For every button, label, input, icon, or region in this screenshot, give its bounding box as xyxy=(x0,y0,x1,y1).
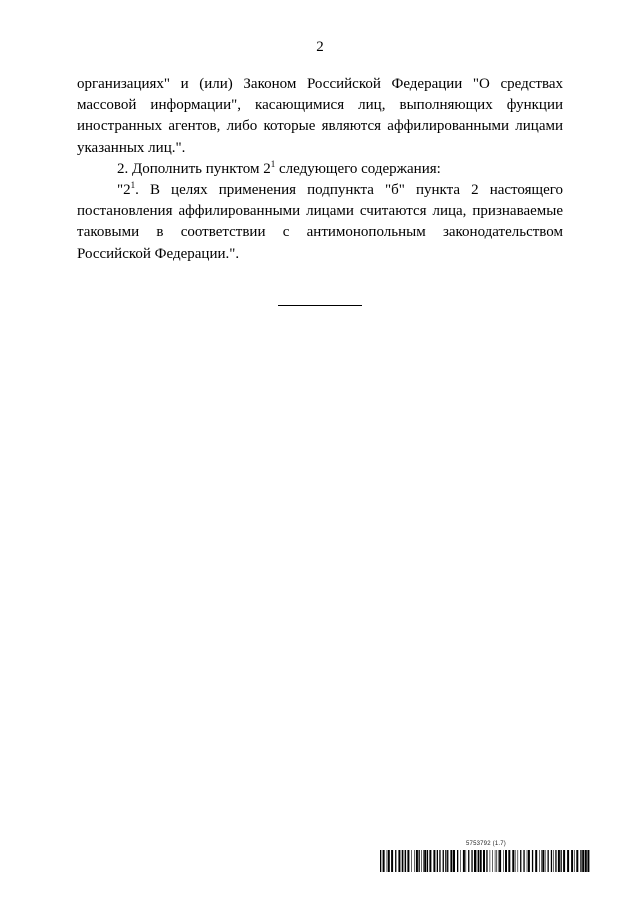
paragraph-item-2-1-text: . В целях применения подпункта "б" пункта 2 настоящего постановления аффилированными лицами считаются лица, признаваемые таковыми в соответствии с антимонопольным законодательством Российской Федерации.". xyxy=(77,182,563,262)
barcode-bar xyxy=(433,850,435,872)
barcode-bar xyxy=(480,850,482,872)
barcode-bar xyxy=(450,850,452,872)
barcode-bar xyxy=(445,850,446,872)
barcode-bar xyxy=(421,850,422,872)
barcode-bar xyxy=(414,850,415,872)
barcode-bar xyxy=(539,850,540,872)
barcode-image xyxy=(380,850,590,872)
barcode-bar xyxy=(419,850,420,872)
barcode-bar xyxy=(545,850,546,872)
barcode-bar xyxy=(555,850,556,872)
barcode-bar xyxy=(437,850,438,872)
page-number: 2 xyxy=(316,39,324,55)
barcode-bar xyxy=(380,850,381,872)
barcode-bar xyxy=(443,850,444,872)
barcode-bar xyxy=(503,850,504,872)
barcode-bar xyxy=(505,850,507,872)
barcode-bar xyxy=(395,850,396,872)
barcode-bar xyxy=(447,850,448,872)
barcode-bar xyxy=(427,850,428,872)
barcode-bar xyxy=(495,850,496,872)
barcode-bar xyxy=(478,850,479,872)
barcode-bar xyxy=(587,850,589,872)
barcode-bar xyxy=(474,850,476,872)
barcode-label: 5753792 (1.7) xyxy=(466,841,506,847)
barcode-bar xyxy=(508,850,510,872)
barcode-bar xyxy=(553,850,554,872)
barcode-bar xyxy=(499,850,501,872)
barcode-bar xyxy=(404,850,405,872)
barcode-bar xyxy=(463,850,465,872)
end-of-text-rule xyxy=(278,305,362,306)
barcode-bar xyxy=(492,850,493,872)
barcode-bar xyxy=(466,850,467,872)
barcode-bar xyxy=(520,850,521,872)
barcode-bar xyxy=(486,850,487,872)
paragraph-continuation: организациях" и (или) Законом Российской Федерации "О средствах массовой информации", касающимися лиц, выполняющих функции иностранных агентов, либо которые являются аффилированными лицами указанных лиц.". xyxy=(77,76,563,156)
barcode-bar xyxy=(483,850,485,872)
barcode-bar xyxy=(567,850,569,872)
barcode-bar xyxy=(576,850,578,872)
barcode-bar xyxy=(457,850,458,872)
barcode-bar xyxy=(582,850,584,872)
barcode-bar xyxy=(387,850,388,872)
barcode-bar xyxy=(424,850,426,872)
barcode-bar xyxy=(563,850,565,872)
paragraph-item-2 xyxy=(77,159,563,180)
paragraph-item-2-tail: следующего содержания: xyxy=(275,160,441,177)
barcode-bar xyxy=(388,850,390,872)
barcode-bar xyxy=(402,850,403,872)
barcode-bar xyxy=(574,850,575,872)
barcode-bar xyxy=(548,850,549,872)
barcode-bar xyxy=(407,850,409,872)
barcode-bar xyxy=(460,850,461,872)
barcode-bar xyxy=(423,850,424,872)
barcode-bar xyxy=(542,850,544,872)
barcode-bar xyxy=(471,850,472,872)
paragraph-item-2-1 xyxy=(77,180,563,265)
barcode-bar xyxy=(453,850,455,872)
barcode-bar xyxy=(496,850,497,872)
superscript: 1 xyxy=(130,180,136,191)
barcode-bar xyxy=(391,850,393,872)
barcode-bar xyxy=(498,850,499,872)
barcode-bar xyxy=(527,850,528,872)
barcode-bar xyxy=(490,850,491,872)
barcode-bar xyxy=(512,850,514,872)
paragraph-item-2-text: 2. Дополнить пунктом 2 xyxy=(117,160,271,177)
superscript: 1 xyxy=(270,158,276,169)
barcode-bar xyxy=(398,850,400,872)
barcode-bar xyxy=(416,850,418,872)
barcode-bar xyxy=(477,850,478,872)
barcode-bar xyxy=(532,850,533,872)
barcode-bar xyxy=(535,850,537,872)
barcode-bar xyxy=(561,850,562,872)
barcode-bar xyxy=(405,850,406,872)
barcode-bar xyxy=(429,850,431,872)
barcode-bar xyxy=(518,850,519,872)
barcode-bar xyxy=(571,850,573,872)
barcode-bar xyxy=(541,850,542,872)
barcode-bar xyxy=(439,850,440,872)
barcode-bar xyxy=(383,850,385,872)
barcode-bar xyxy=(551,850,552,872)
barcode-bar xyxy=(515,850,516,872)
paragraph-item-2-1-lead: "2 xyxy=(117,182,131,199)
document-body xyxy=(77,74,563,265)
barcode-bar xyxy=(523,850,524,872)
barcode-bar xyxy=(468,850,469,872)
barcode-bar xyxy=(528,850,530,872)
barcode-bar xyxy=(585,850,587,872)
barcode-bar xyxy=(580,850,581,872)
barcode-bar xyxy=(411,850,412,872)
barcode-bar xyxy=(558,850,560,872)
